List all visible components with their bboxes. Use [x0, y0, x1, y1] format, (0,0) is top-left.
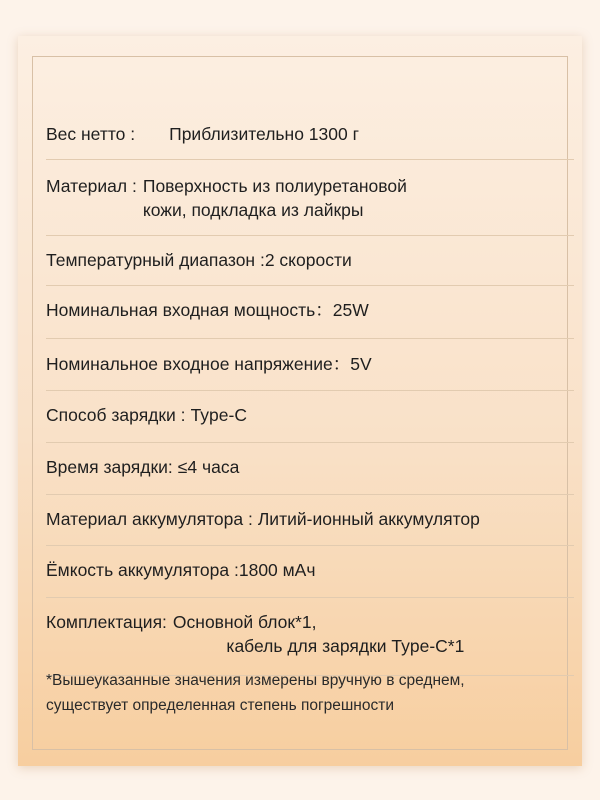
spec-row-battery-material — [46, 495, 574, 546]
spec-value: ≤4 часа — [177, 457, 240, 477]
spec-value: Основной блок*1, кабель для зарядки Type-C*1 — [172, 612, 465, 656]
spec-label: Номинальная входная мощность： — [46, 300, 333, 320]
spec-row-charging-method — [46, 391, 574, 443]
spec-value: 5V — [350, 354, 372, 374]
spec-row-charging-time — [46, 443, 574, 495]
spec-value: 25W — [332, 300, 369, 320]
spec-label: Номинальное входное напряжение： — [46, 354, 351, 374]
spec-list — [46, 82, 574, 676]
spec-row-weight — [46, 82, 574, 160]
spec-label: Комплектация: — [46, 612, 167, 632]
spec-card — [18, 36, 582, 766]
spec-label: Температурный диапазон : — [46, 250, 265, 270]
spec-label: Способ зарядки : — [46, 405, 186, 425]
disclaimer-line-1: *Вышеуказанные значения измерены вручную в среднем, — [46, 672, 465, 689]
spec-value: Литий-ионный аккумулятор — [257, 509, 480, 529]
spec-row-battery-capacity — [46, 546, 574, 598]
spec-value: 2 скорости — [264, 250, 352, 270]
spec-row-temperature — [46, 236, 574, 286]
spec-label: Материал : — [46, 176, 137, 196]
spec-label: Время зарядки: — [46, 457, 173, 477]
spec-row-material — [46, 160, 574, 236]
spec-value: Приблизительно 1300 г — [169, 124, 359, 144]
spec-value: Поверхность из полиуретановой кожи, подкладка из лайкры — [142, 176, 407, 220]
spec-label: Ёмкость аккумулятора : — [46, 560, 239, 580]
spec-value: Type-C — [190, 405, 247, 425]
disclaimer-line-2: существует определенная степень погрешности — [46, 697, 394, 714]
spec-label: Вес нетто : — [46, 124, 136, 144]
disclaimer-note — [46, 668, 574, 718]
spec-row-power — [46, 286, 574, 339]
spec-value: 1800 мАч — [238, 560, 316, 580]
spec-row-package — [46, 598, 574, 676]
spec-row-voltage — [46, 339, 574, 391]
spec-label: Материал аккумулятора : — [46, 509, 253, 529]
